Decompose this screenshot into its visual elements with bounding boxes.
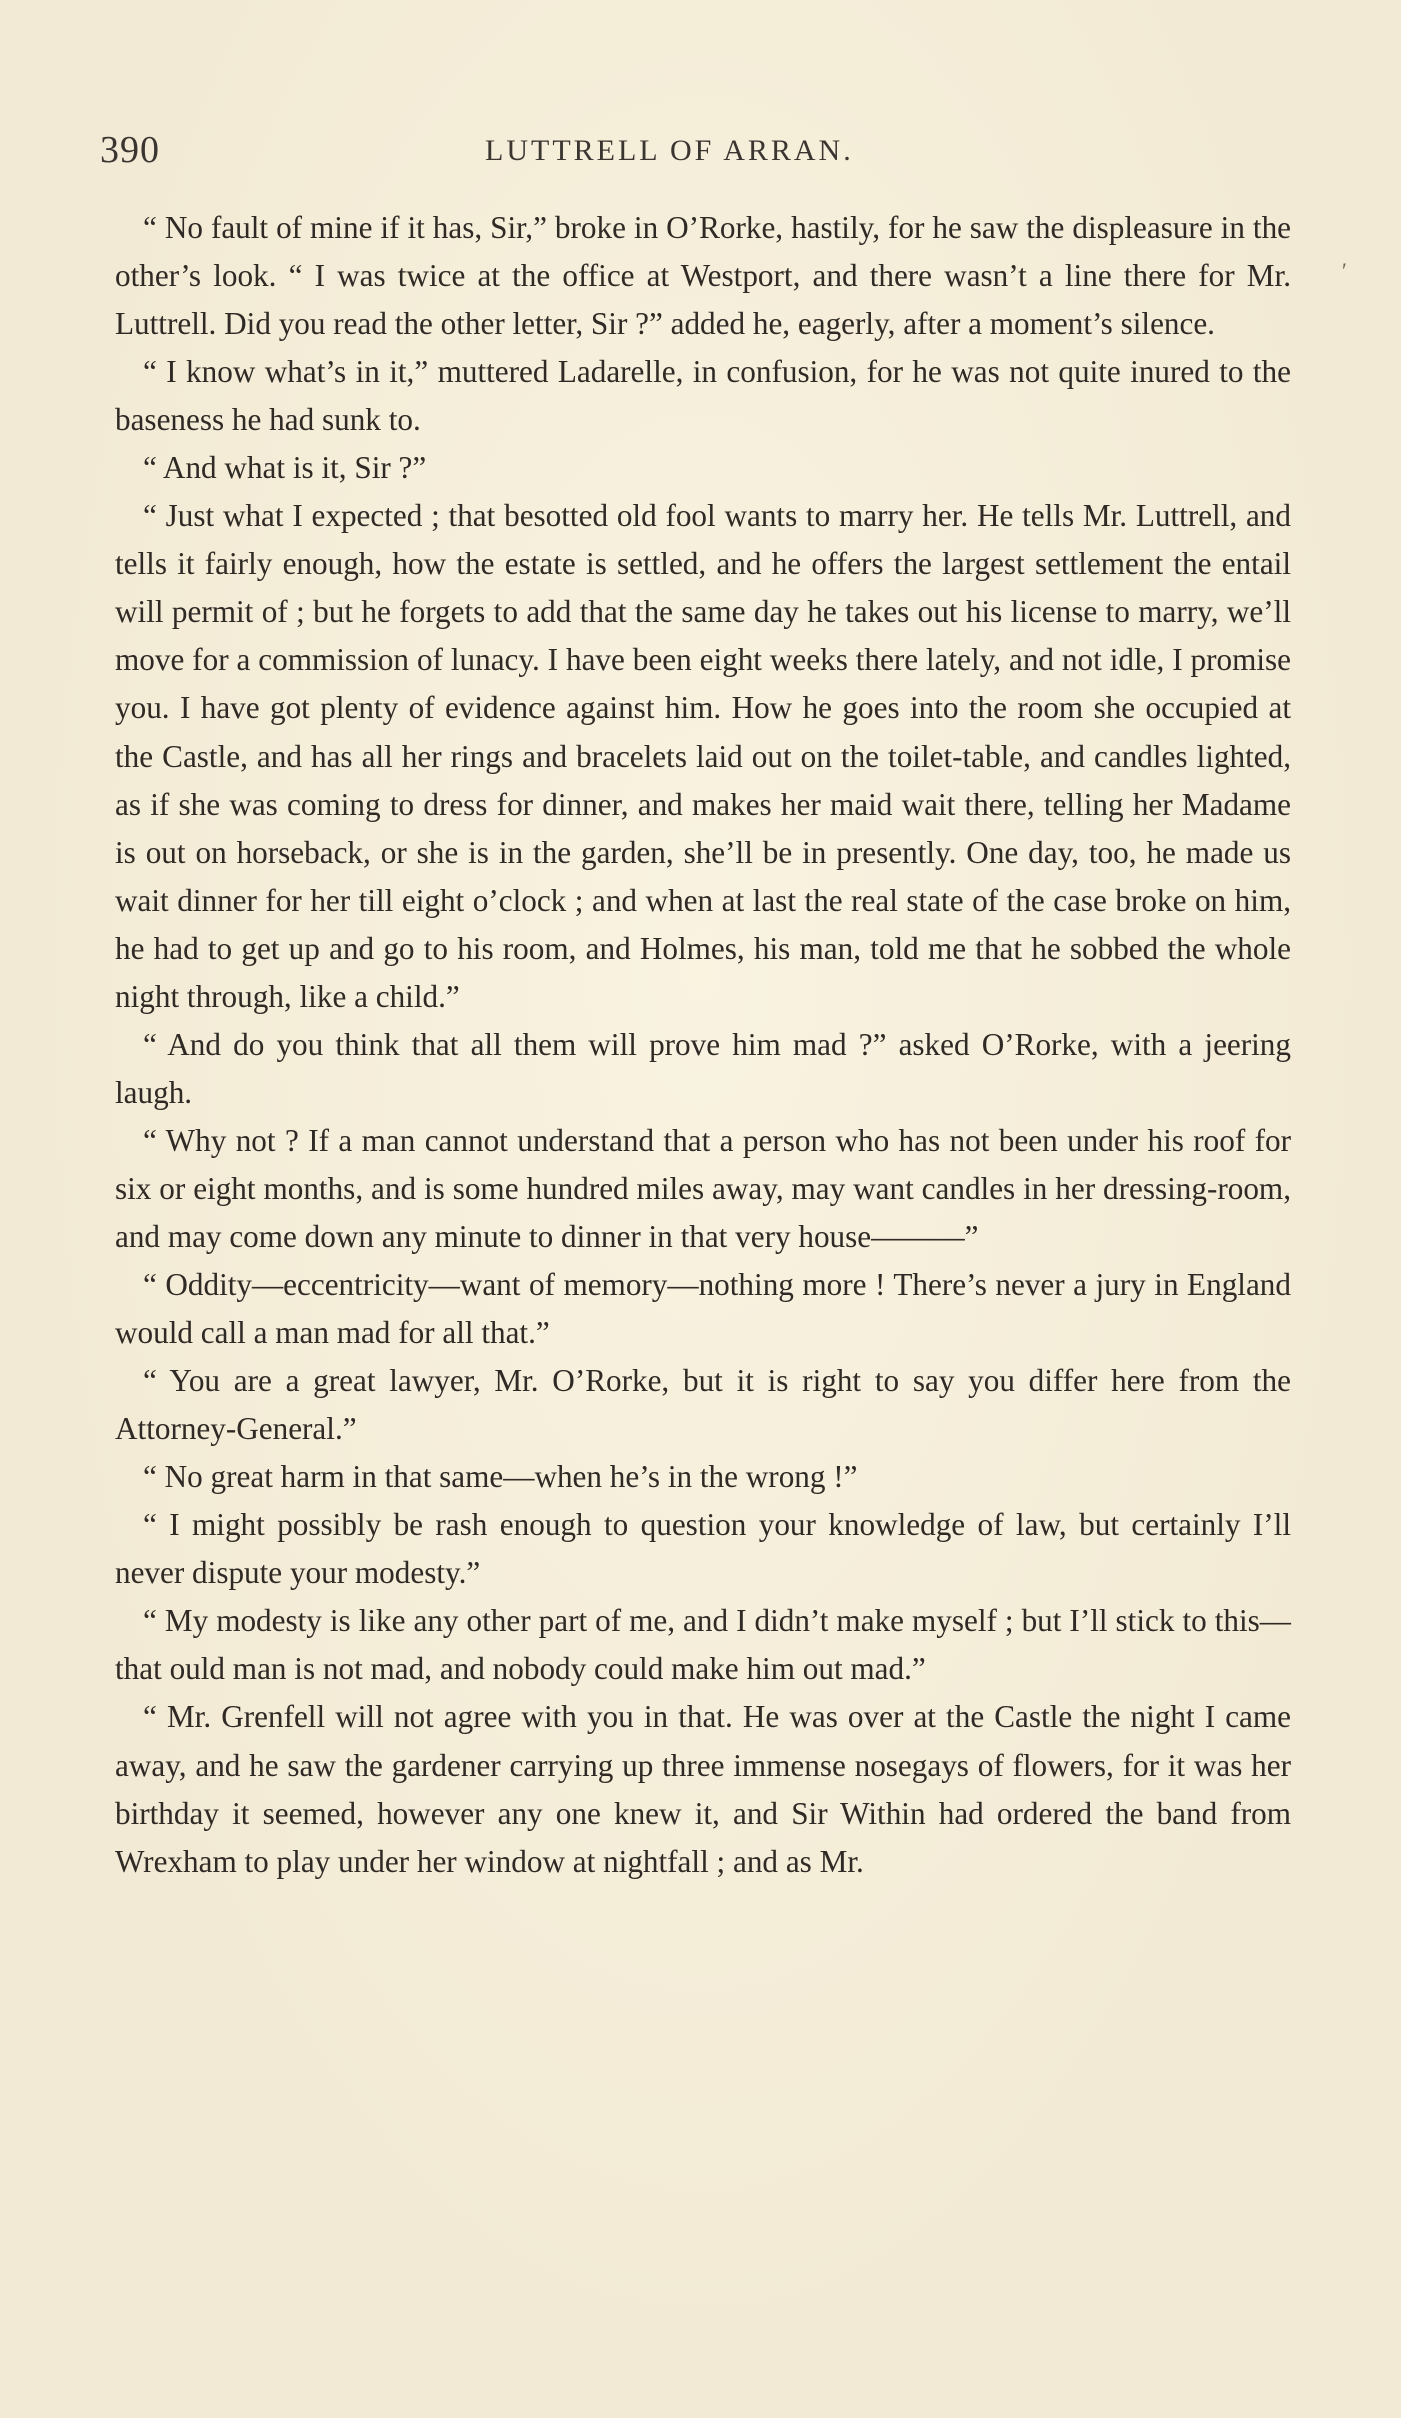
running-title: LUTTRELL OF ARRAN. xyxy=(485,134,854,167)
page-header xyxy=(100,128,1283,178)
paragraph: “ Just what I expected ; that besotted old fool wants to marry her. He tells Mr. Luttrell, and tells it fairly enough, how the estate is settled, and he offers the largest settlement the entail will permit of ; but he forgets to add that the same day he takes out his license to marry, we’ll move for a commission of lunacy. I have been eight weeks there lately, and not idle, I promise you. I have got plenty of evidence against him. How he goes into the room she occupied at the Castle, and has all her rings and bracelets laid out on the toilet-table, and candles lighted, as if she was coming to dress for dinner, and makes her maid wait there, telling her Madame is out on horseback, or she is in the garden, she’ll be in presently. One day, too, he made us wait dinner for her till eight o’clock ; and when at last the real state of the case broke on him, he had to get up and go to his room, and Holmes, his man, told me that he sobbed the whole night through, like a child.” xyxy=(115,498,1291,1014)
page-number: 390 xyxy=(100,129,160,171)
stray-print-mark: ′ xyxy=(1342,258,1347,283)
paragraph: “ No great harm in that same—when he’s in the wrong !” xyxy=(143,1459,858,1495)
paragraph: “ No fault of mine if it has, Sir,” broke in O’Rorke, hastily, for he saw the displeasure in the other’s look. “ I was twice at the office at Westport, and there wasn’t a line there for Mr. Luttrell. Did you read the other letter, Sir ?” added he, eagerly, after a moment’s silence. xyxy=(115,210,1291,342)
paragraph: “ I know what’s in it,” muttered Ladarelle, in confusion, for he was not quite inured to the baseness he had sunk to. xyxy=(115,354,1291,438)
paragraph: “ You are a great lawyer, Mr. O’Rorke, but it is right to say you differ here from the Attorney-General.” xyxy=(115,1363,1291,1447)
paragraph: “ My modesty is like any other part of me, and I didn’t make myself ; but I’ll stick to this—that ould man is not mad, and nobody could make him out mad.” xyxy=(115,1603,1291,1687)
body-text xyxy=(115,204,1291,1886)
paragraph: “ Mr. Grenfell will not agree with you in that. He was over at the Castle the night I came away, and he saw the gardener carrying up three immense nosegays of flowers, for it was her birthday it seemed, however any one knew it, and Sir Within had ordered the band from Wrexham to play under her window at nightfall ; and as Mr. xyxy=(115,1699,1291,1879)
paragraph: “ And do you think that all them will prove him mad ?” asked O’Rorke, with a jeering laugh. xyxy=(115,1026,1291,1110)
paragraph: “ Why not ? If a man cannot understand that a person who has not been under his roof for six or eight months, and is some hundred miles away, may want candles in her dressing-room, and may come down any minute to dinner in that very house———” xyxy=(115,1122,1291,1254)
paragraph: “ And what is it, Sir ?” xyxy=(143,450,427,486)
paragraph: “ Oddity—eccentricity—want of memory—nothing more ! There’s never a jury in England would call a man mad for all that.” xyxy=(115,1267,1291,1351)
paragraph: “ I might possibly be rash enough to question your knowledge of law, but certainly I’ll never dispute your modesty.” xyxy=(115,1507,1291,1591)
